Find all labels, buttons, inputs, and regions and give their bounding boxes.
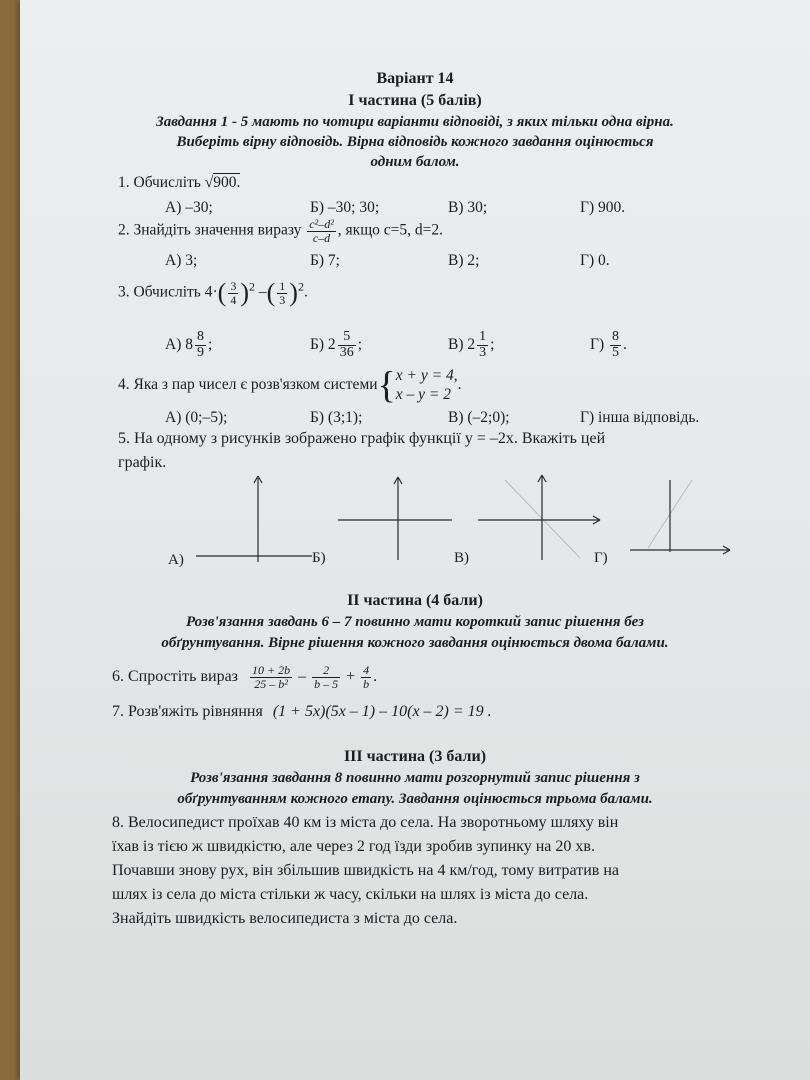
q1-option-a: А) –30; xyxy=(165,199,213,216)
question-8-line5: Знайдіть швидкість велосипедиста з міста до села. xyxy=(112,910,458,927)
part1-title: І частина (5 балів) xyxy=(348,92,482,109)
question-8-line2: їхав із тією ж швидкістю, але через 2 год їзди зробив зупинку на 20 хв. xyxy=(112,838,595,855)
q2-fraction: $\frac{\text{c²–d²}}{c-d}$ xyxy=(309,217,334,245)
graph-b xyxy=(338,477,452,560)
part3-instructions-line1: Розв'язання завдання 8 повинно мати розгорнутий запис рішення з xyxy=(190,770,640,786)
part1-instructions-line2: Виберіть вірну відповідь. Вірна відповідь кожного завдання оцінюється xyxy=(176,134,654,150)
q3-option-c: В) 2 $\frac{1}{3}$ ; xyxy=(448,329,495,360)
q2-option-a: А) 3; xyxy=(165,252,198,269)
question-5: 5. На одному з рисунків зображено графік функції y = –2x. Вкажіть цей xyxy=(118,430,606,447)
q4-system: x + y = 4, x – y = 2 xyxy=(395,367,458,404)
q4-option-b: Б) (3;1); xyxy=(310,409,363,426)
question-5-line2: графік. xyxy=(118,454,167,471)
q2-option-d: Г) 0. xyxy=(580,252,610,269)
q3-option-a: А) 8 $\frac{8}{9}$ ; xyxy=(165,329,213,360)
question-3: 3. Обчисліть 4·( $\frac{3}{4}$ )$^2$ –( $\frac{1}{3}$ )$^2$. xyxy=(118,278,308,307)
graph-a-label: А) xyxy=(168,552,184,568)
part2-title: ІІ частина (4 бали) xyxy=(347,592,483,609)
part3-title: ІІІ частина (3 бали) xyxy=(343,748,487,765)
q4-option-a: А) (0;–5); xyxy=(165,409,228,426)
graph-c-label: В) xyxy=(454,550,469,566)
part2-instructions-line1: Розв'язання завдань 6 – 7 повинно мати короткий запис рішення без xyxy=(185,614,644,630)
q4-option-d: Г) інша відповідь. xyxy=(580,409,700,426)
q1-option-b: Б) –30; 30; xyxy=(310,199,380,216)
sqrt-icon: √ xyxy=(204,174,214,191)
graph-b-label: Б) xyxy=(312,550,326,566)
question-7: 7. Розв'яжіть рівняння (1 + 5x)(5x – 1) – 10(x – 2) = 19 . xyxy=(112,703,492,720)
q1-option-c: В) 30; xyxy=(448,199,488,216)
question-8-line4: шлях із села до міста стільки ж часу, скільки на шлях із міста до села. xyxy=(112,886,589,903)
graph-c xyxy=(478,475,600,560)
q2-option-b: Б) 7; xyxy=(310,252,340,269)
question-1: 1. Обчисліть √900. xyxy=(118,174,241,191)
q4-option-c: В) (–2;0); xyxy=(448,409,510,426)
q3-option-d: Г) $\frac{8}{5}$ . xyxy=(590,329,627,360)
graph-d-label: Г) xyxy=(594,550,608,566)
variant-title: Варіант 14 xyxy=(376,70,454,87)
part1-instructions-line1: Завдання 1 - 5 мають по чотири варіанти відповіді, з яких тільки одна вірна. xyxy=(156,114,674,130)
graph-a xyxy=(196,476,312,562)
question-8-line3: Почавши знову рух, він збільшив швидкість на 4 км/год, тому витратив на xyxy=(112,862,619,879)
question-8-line1: 8. Велосипедист проїхав 40 км із міста до села. На зворотньому шляху він xyxy=(112,814,619,831)
one-point-emphasis: одним балом xyxy=(370,154,456,170)
part2-instructions-line2: обґрунтування. Вірне рішення кожного завдання оцінюється двома балами. xyxy=(161,635,669,651)
part1-instructions-line3: одним балом. xyxy=(370,154,460,170)
graph-d xyxy=(630,480,730,554)
question-4: 4. Яка з пар чисел є розв'язком системи{ x + y = 4, x – y = 2 . xyxy=(118,364,462,407)
q5-graphs xyxy=(160,470,740,570)
question-6: 6. Спростіть вираз $\frac{10 + 2b}{\text{25 – b²}}$ – $\frac{2}{b - 5}$ + $\frac{4}{b}$ . xyxy=(112,663,378,691)
question-2: 2. Знайдіть значення виразу $\frac{\text{c²–d²}}{c-d}$ , якщо c=5, d=2. xyxy=(118,217,444,245)
part3-instructions-line2: обґрунтуванням кожного етапу. Завдання оцінюється трьома балами. xyxy=(177,791,653,807)
q2-option-c: В) 2; xyxy=(448,252,480,269)
exam-sheet xyxy=(20,0,810,1080)
q3-option-b: Б) 2 $\frac{5}{36}$ ; xyxy=(310,329,362,360)
q1-option-d: Г) 900. xyxy=(580,199,626,216)
